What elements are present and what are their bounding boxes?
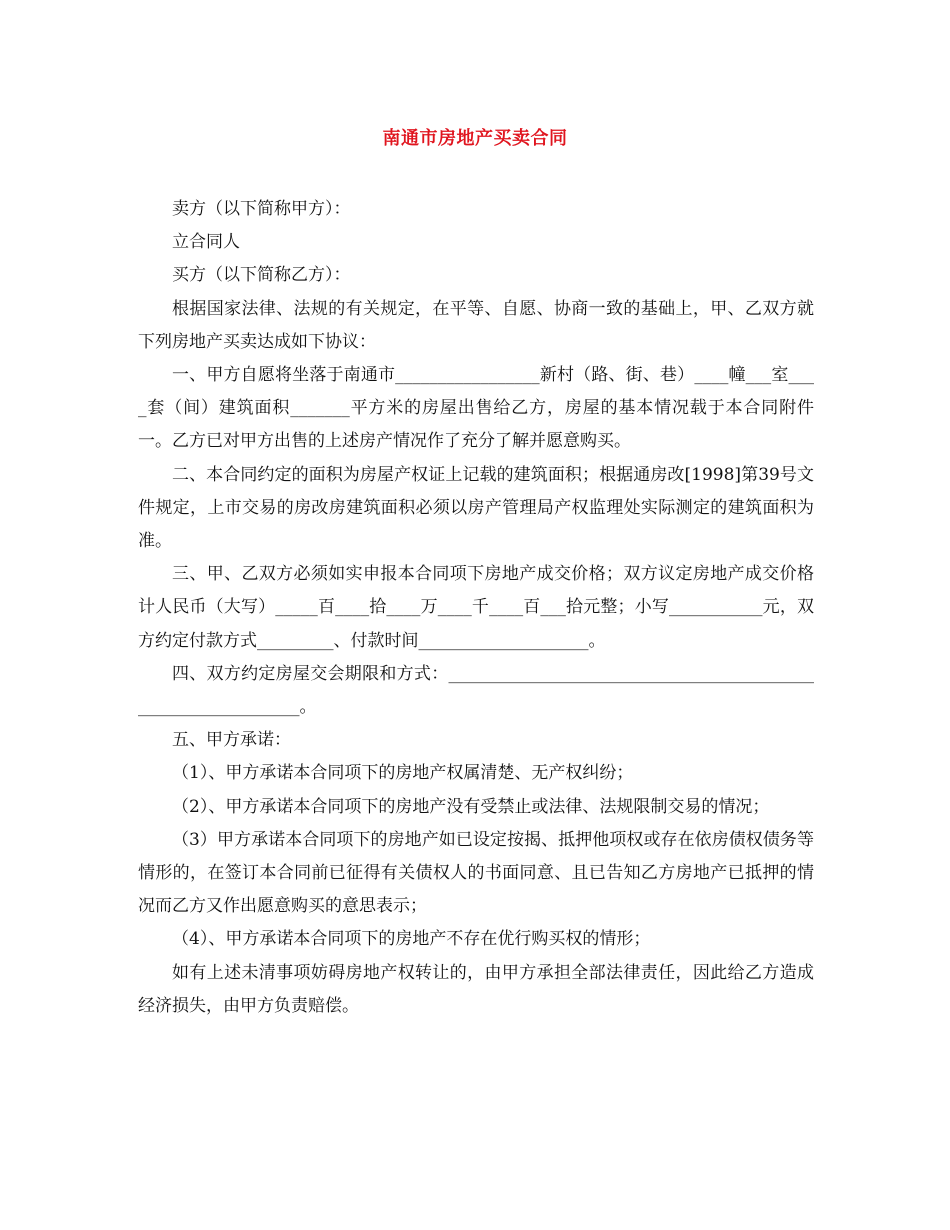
paragraph-promise-1: （1）、甲方承诺本合同项下的房地产权属清楚、无产权纠纷； — [172, 763, 634, 784]
paragraph-clause-4: 四、双方约定房屋交会期限和方式：______________________________________________________________。 — [138, 663, 814, 718]
paragraph-promise-3: （3）甲方承诺本合同项下的房地产如已设定按揭、抵押他项权或存在依房债权债务等情形的，在签订本合同前已征得有关债权人的书面同意、且已告知乙方房地产已抵押的情况而乙方又作出愿意购买的意思表示； — [138, 829, 814, 917]
paragraph-clause-1: 一、甲方自愿将坐落于南通市_________________新村（路、街、巷）____幢___室____套（间）建筑面积_______平方米的房屋出售给乙方，房屋的基本情况载于本合同附件一。乙方已对甲方出售的上述房产情况作了充分了解并愿意购买。 — [138, 365, 814, 452]
paragraph-contract-party: 立合同人 — [172, 232, 240, 253]
paragraph-promise-2: （2）、甲方承诺本合同项下的房地产没有受禁止或法律、法规限制交易的情况； — [172, 796, 770, 817]
paragraph-preamble: 根据国家法律、法规的有关规定，在平等、自愿、协商一致的基础上，甲、乙双方就下列房地产买卖达成如下协议： — [138, 298, 814, 352]
paragraph-clause-2: 二、本合同约定的面积为房屋产权证上记载的建筑面积；根据通房改[1998]第39号文件规定，上市交易的房改房建筑面积必须以房产管理局产权监理处实际测定的建筑面积为准。 — [138, 464, 814, 552]
document-title: 南通市房地产买卖合同 — [382, 128, 568, 149]
paragraph-clause-5-heading: 五、甲方承诺： — [172, 730, 291, 751]
document-body — [138, 193, 814, 1023]
paragraph-clause-3: 三、甲、乙双方必须如实申报本合同项下房地产成交价格；双方议定房地产成交价格计人民币（大写）_____百____拾____万____千____百___拾元整；小写___________元，双方约定付款方式_________、付款时间____________________。 — [138, 564, 814, 651]
paragraph-liability: 如有上述未清事项妨碍房地产权转让的，由甲方承担全部法律责任，因此给乙方造成经济损失，由甲方负责赔偿。 — [138, 962, 814, 1016]
paragraph-promise-4: （4）、甲方承诺本合同项下的房地产不存在优行购买权的情形； — [172, 929, 651, 950]
paragraph-seller: 卖方（以下简称甲方）： — [172, 199, 351, 219]
paragraph-buyer: 买方（以下简称乙方）： — [172, 265, 351, 286]
